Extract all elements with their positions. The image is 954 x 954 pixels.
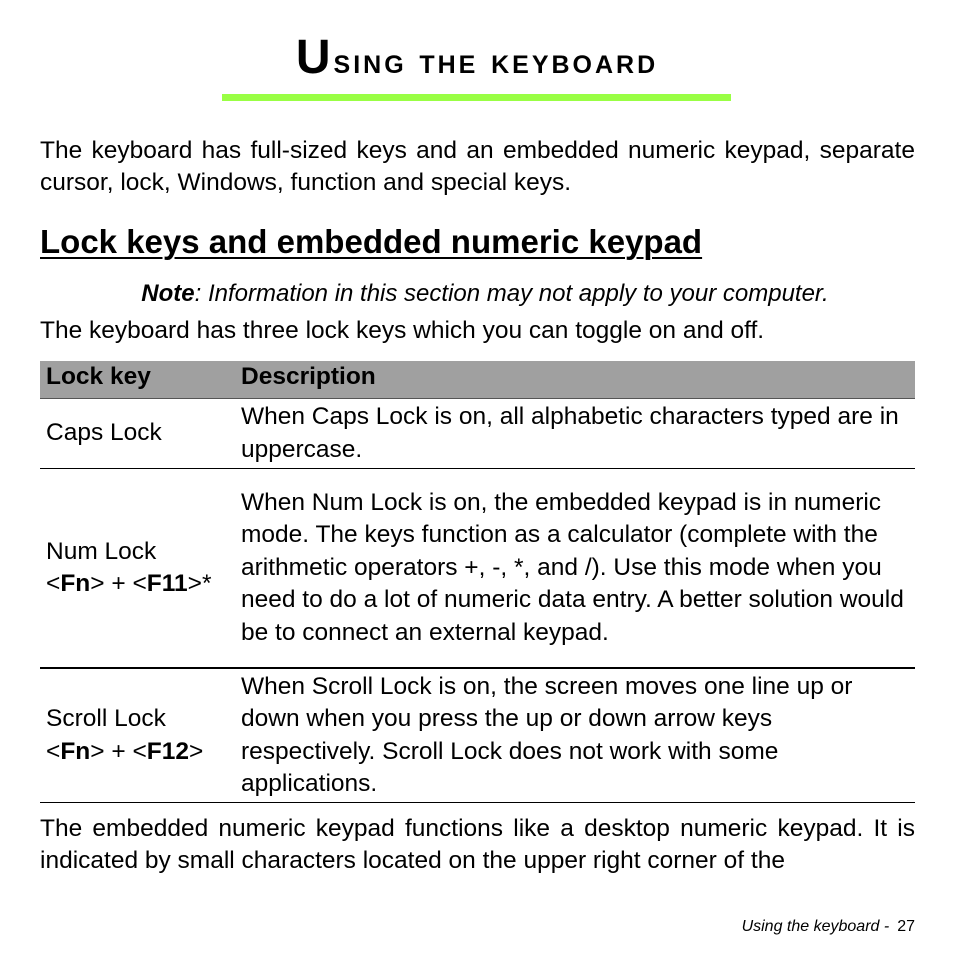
note-text: : Information in this section may not apply to your computer. bbox=[194, 280, 829, 307]
fn-key: Fn bbox=[60, 737, 91, 765]
lock-key-name: Caps Lock bbox=[46, 419, 162, 447]
plus-sign: + bbox=[104, 570, 133, 597]
description-cell: When Scroll Lock is on, the screen moves one line up or down when you press the up or down arrow keys respectively. Scroll Lock does not work with some applications. bbox=[235, 668, 915, 803]
lead-paragraph: The keyboard has three lock keys which you can toggle on and off. bbox=[40, 317, 765, 344]
note-label: Note bbox=[141, 280, 195, 307]
table-row bbox=[40, 399, 915, 469]
footer-label: Using the keyboard - bbox=[741, 918, 890, 935]
lock-key-cell bbox=[40, 469, 235, 669]
page-footer bbox=[742, 917, 915, 937]
key-combo: <Fn> + <F11>* bbox=[46, 570, 212, 597]
page-title-initial: U bbox=[295, 31, 334, 84]
lock-key-name: Scroll Lock bbox=[46, 705, 166, 733]
plus-sign: + bbox=[104, 737, 133, 765]
description-cell: When Num Lock is on, the embedded keypad is in numeric mode. The keys function as a calculator (complete with the arithmetic operators +, -, *, and /). Use this mode when you need to do a lot of numeric data entry. A better solution would be to connect an external keypad. bbox=[235, 469, 915, 669]
section-heading: Lock keys and embedded numeric keypad bbox=[40, 223, 703, 260]
page-title bbox=[0, 30, 954, 90]
table-row bbox=[40, 668, 915, 803]
page-number: 27 bbox=[897, 918, 915, 935]
combo-suffix: * bbox=[201, 570, 212, 597]
f12-key: F12 bbox=[146, 737, 190, 765]
page-title-rest: sing the keyboard bbox=[333, 42, 659, 81]
lock-key-cell bbox=[40, 668, 235, 803]
title-underline-bar bbox=[222, 94, 731, 101]
key-combo: <Fn> + <F12> bbox=[46, 737, 204, 765]
header-lock-key: Lock key bbox=[40, 361, 235, 399]
closing-paragraph: The embedded numeric keypad functions like a desktop numeric keypad. It is indicated by small characters located on the upper right corner of the bbox=[40, 815, 915, 874]
lock-keys-table bbox=[40, 361, 915, 803]
lock-key-cell bbox=[40, 399, 235, 469]
note bbox=[0, 278, 954, 310]
header-description: Description bbox=[235, 361, 915, 399]
table-header-row bbox=[40, 361, 915, 399]
fn-key: Fn bbox=[60, 570, 91, 597]
description-cell: When Caps Lock is on, all alphabetic characters typed are in uppercase. bbox=[235, 399, 915, 469]
f11-key: F11 bbox=[146, 570, 188, 597]
table-row bbox=[40, 469, 915, 669]
intro-paragraph: The keyboard has full-sized keys and an embedded numeric keypad, separate cursor, lock, Windows, function and special keys. bbox=[40, 137, 915, 196]
lock-key-name: Num Lock bbox=[46, 537, 157, 565]
